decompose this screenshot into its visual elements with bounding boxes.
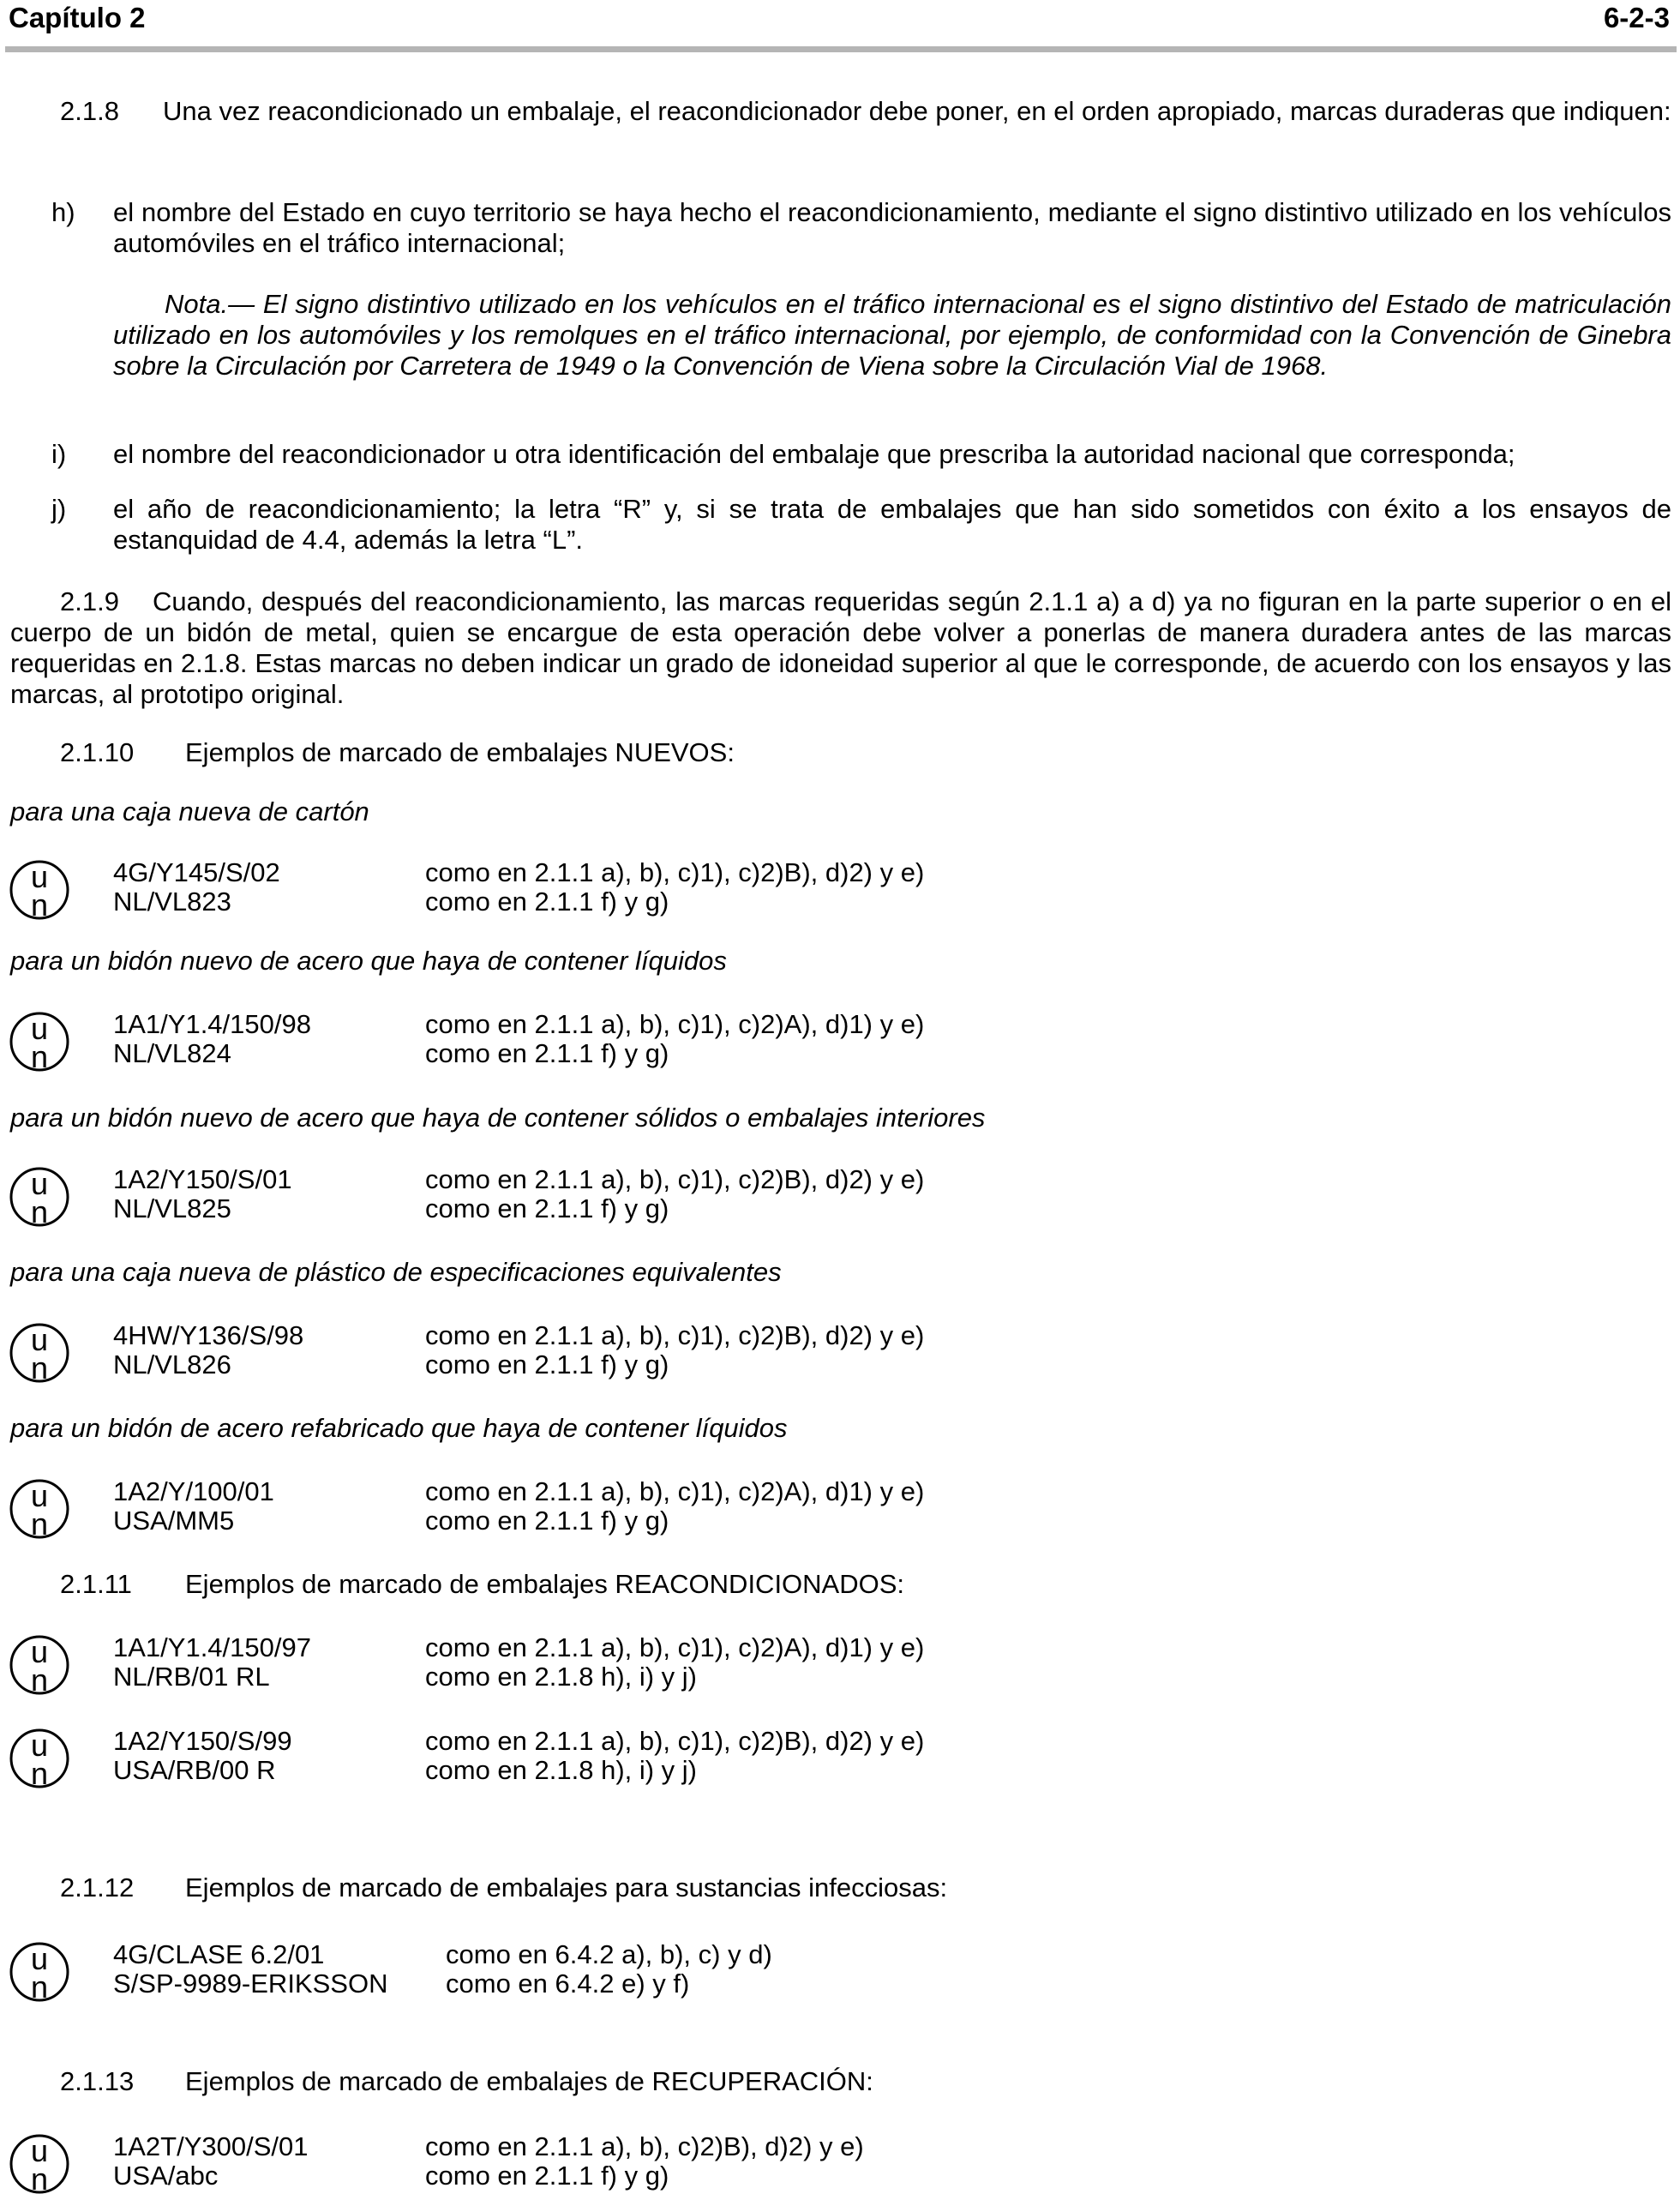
header-rule xyxy=(5,46,1677,52)
section-title: Ejemplos de marcado de embalajes REACONDICIONADOS: xyxy=(185,1569,905,1599)
marking-code: S/SP-9989-ERIKSSON xyxy=(113,1969,388,1999)
marking-description: como en 2.1.1 a), b), c)1), c)2)B), d)2) y e) xyxy=(425,1164,925,1194)
item-j xyxy=(51,494,1671,556)
marking-code: 1A2/Y/100/01 xyxy=(113,1476,274,1506)
marking-description: como en 2.1.1 f) y g) xyxy=(425,1193,669,1223)
un-packaging-symbol-icon xyxy=(9,1166,70,1228)
item-label: h) xyxy=(51,197,75,227)
marking-example xyxy=(9,2131,1037,2200)
marking-description: como en 2.1.1 a), b), c)2)B), d)2) y e) xyxy=(425,2131,864,2161)
marking-description: como en 2.1.1 f) y g) xyxy=(425,1506,669,1536)
marking-code: 1A1/Y1.4/150/98 xyxy=(113,1009,311,1039)
heading-2-1-10 xyxy=(60,737,735,768)
marking-code: USA/RB/00 R xyxy=(113,1755,276,1785)
marking-code: 4HW/Y136/S/98 xyxy=(113,1320,304,1350)
marking-example xyxy=(9,1320,1037,1389)
section-title: Ejemplos de marcado de embalajes para sustancias infecciosas: xyxy=(185,1872,948,1902)
un-packaging-symbol-icon xyxy=(9,2133,70,2195)
un-packaging-symbol-icon xyxy=(9,1941,70,2003)
item-label: i) xyxy=(51,439,67,469)
marking-example xyxy=(9,1476,1037,1545)
paragraph-text: Una vez reacondicionado un embalaje, el reacondicionador debe poner, en el orden apropiado, marcas duraderas que indiquen: xyxy=(163,96,1671,126)
section-title: Ejemplos de marcado de embalajes de RECUPERACIÓN: xyxy=(185,2066,873,2096)
item-i xyxy=(51,439,1671,470)
marking-description: como en 2.1.1 f) y g) xyxy=(425,1038,669,1068)
paragraph-2-1-8 xyxy=(10,96,1671,127)
marking-description: como en 2.1.1 f) y g) xyxy=(425,2161,669,2191)
svg-text:n: n xyxy=(30,1350,49,1384)
example-caption: para un bidón de acero refabricado que haya de contener líquidos xyxy=(10,1413,788,1443)
marking-code: NL/VL823 xyxy=(113,887,231,917)
page-header xyxy=(0,0,1680,48)
marking-code: 4G/Y145/S/02 xyxy=(113,857,280,887)
section-number: 2.1.13 xyxy=(60,2066,135,2096)
example-caption: para un bidón nuevo de acero que haya de contener líquidos xyxy=(10,946,727,976)
svg-text:u: u xyxy=(30,1322,49,1357)
marking-code: 4G/CLASE 6.2/01 xyxy=(113,1939,325,1969)
svg-text:n: n xyxy=(30,1506,49,1540)
svg-text:n: n xyxy=(30,1969,49,2003)
marking-code: 1A2/Y150/S/01 xyxy=(113,1164,292,1194)
marking-description: como en 2.1.1 a), b), c)1), c)2)B), d)2) y e) xyxy=(425,857,925,887)
example-caption: para una caja nueva de plástico de especificaciones equivalentes xyxy=(10,1257,782,1287)
item-h xyxy=(51,197,1671,259)
section-title: Ejemplos de marcado de embalajes NUEVOS: xyxy=(185,737,735,767)
marking-description: como en 2.1.8 h), i) y j) xyxy=(425,1755,698,1785)
section-number: 2.1.10 xyxy=(60,737,135,767)
marking-code: USA/abc xyxy=(113,2161,219,2191)
un-packaging-symbol-icon xyxy=(9,1634,70,1696)
marking-code: NL/VL824 xyxy=(113,1038,231,1068)
paragraph-2-1-9 xyxy=(10,586,1671,710)
un-packaging-symbol-icon xyxy=(9,1728,70,1789)
marking-description: como en 6.4.2 a), b), c) y d) xyxy=(446,1939,772,1969)
un-packaging-symbol-icon xyxy=(9,1478,70,1540)
un-packaging-symbol-icon xyxy=(9,1011,70,1073)
marking-code: NL/RB/01 RL xyxy=(113,1662,270,1692)
marking-description: como en 2.1.1 a), b), c)1), c)2)A), d)1) y e) xyxy=(425,1009,925,1039)
svg-text:n: n xyxy=(30,2161,49,2195)
svg-text:u: u xyxy=(30,1941,49,1976)
page-number: 6-2-3 xyxy=(1603,2,1670,33)
svg-text:u: u xyxy=(30,1634,49,1669)
un-packaging-symbol-icon xyxy=(9,859,70,921)
marking-description: como en 2.1.1 a), b), c)1), c)2)B), d)2) y e) xyxy=(425,1726,925,1756)
heading-2-1-11 xyxy=(60,1569,904,1600)
svg-text:u: u xyxy=(30,1728,49,1763)
section-number: 2.1.11 xyxy=(60,1569,132,1599)
section-number: 2.1.12 xyxy=(60,1872,135,1902)
heading-2-1-12 xyxy=(60,1872,947,1903)
item-text: el año de reacondicionamiento; la letra “R” y, si se trata de embalajes que han sido sometidos con éxito a los ensayos de estanquidad de 4.4, además la letra “L”. xyxy=(113,494,1671,555)
marking-example xyxy=(9,1009,1037,1078)
svg-text:n: n xyxy=(30,887,49,921)
marking-example xyxy=(9,1164,1037,1233)
marking-description: como en 2.1.1 a), b), c)1), c)2)A), d)1) y e) xyxy=(425,1476,925,1506)
svg-text:u: u xyxy=(30,859,49,894)
item-text: el nombre del Estado en cuyo territorio se haya hecho el reacondicionamiento, mediante el signo distintivo utilizado en los vehículos automóviles en el tráfico internacional; xyxy=(113,197,1671,258)
marking-example xyxy=(9,1939,1037,2008)
example-caption: para un bidón nuevo de acero que haya de contener sólidos o embalajes interiores xyxy=(10,1103,986,1133)
marking-code: 1A1/Y1.4/150/97 xyxy=(113,1632,311,1662)
marking-code: 1A2/Y150/S/99 xyxy=(113,1726,292,1756)
svg-text:u: u xyxy=(30,2133,49,2168)
marking-code: NL/VL825 xyxy=(113,1193,231,1223)
un-packaging-symbol-icon xyxy=(9,1322,70,1384)
svg-text:n: n xyxy=(30,1039,49,1073)
svg-text:n: n xyxy=(30,1662,49,1696)
chapter-title: Capítulo 2 xyxy=(9,2,146,33)
marking-description: como en 2.1.1 a), b), c)1), c)2)A), d)1) y e) xyxy=(425,1632,925,1662)
marking-description: como en 2.1.8 h), i) y j) xyxy=(425,1662,698,1692)
marking-description: como en 2.1.1 f) y g) xyxy=(425,1349,669,1380)
svg-text:n: n xyxy=(30,1194,49,1228)
marking-example xyxy=(9,1726,1037,1794)
svg-text:u: u xyxy=(30,1011,49,1046)
marking-description: como en 6.4.2 e) y f) xyxy=(446,1969,690,1999)
marking-code: USA/MM5 xyxy=(113,1506,235,1536)
example-caption: para una caja nueva de cartón xyxy=(10,796,369,827)
section-number: 2.1.9 xyxy=(60,586,119,616)
svg-text:n: n xyxy=(30,1756,49,1789)
svg-text:u: u xyxy=(30,1478,49,1513)
item-label: j) xyxy=(51,494,67,524)
marking-example xyxy=(9,1632,1037,1701)
marking-code: NL/VL826 xyxy=(113,1349,231,1380)
marking-code: 1A2T/Y300/S/01 xyxy=(113,2131,309,2161)
paragraph-text: Cuando, después del reacondicionamiento, las marcas requeridas según 2.1.1 a) a d) ya no figuran en la parte superior o en el cuerpo de un bidón de metal, quien se encargue de esta operación debe volver a ponerlas de manera duradera antes de las marcas requeridas en 2.1.8. Estas marcas no deben indicar un grado de idoneidad superior al que le corresponde, de acuerdo con los ensayos y las marcas, al prototipo original. xyxy=(10,586,1671,709)
marking-description: como en 2.1.1 f) y g) xyxy=(425,887,669,917)
svg-text:u: u xyxy=(30,1166,49,1201)
note: Nota.— El signo distintivo utilizado en los vehículos en el tráfico internacional es el signo distintivo del Estado de matriculación utilizado en los automóviles y los remolques en el tráfico internacional, por ejemplo, de conformidad con la Convención de Ginebra sobre la Circulación por Carretera de 1949 o la Convención de Viena sobre la Circulación Vial de 1968. xyxy=(113,289,1671,381)
marking-example xyxy=(9,857,1037,926)
section-number: 2.1.8 xyxy=(60,96,119,126)
item-text: el nombre del reacondicionador u otra identificación del embalaje que prescriba la autoridad nacional que corresponda; xyxy=(113,439,1515,469)
marking-description: como en 2.1.1 a), b), c)1), c)2)B), d)2) y e) xyxy=(425,1320,925,1350)
heading-2-1-13 xyxy=(60,2066,873,2097)
